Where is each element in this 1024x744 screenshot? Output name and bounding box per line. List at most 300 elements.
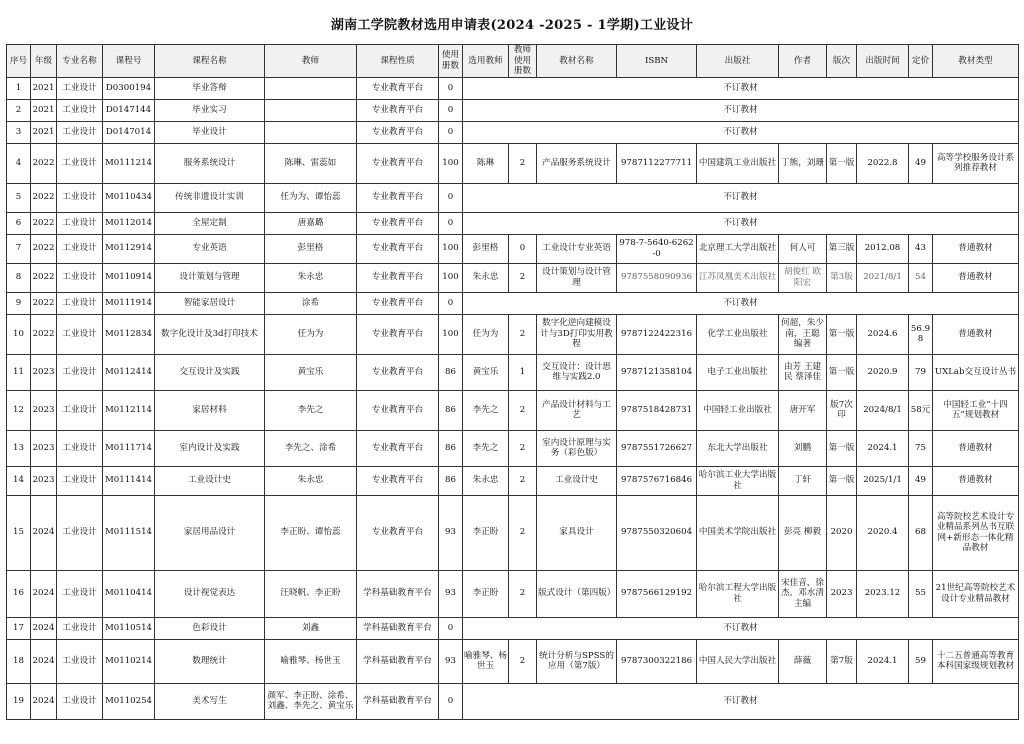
cell-author: 刘鹏: [779, 430, 827, 466]
cell-grade: 2024: [31, 683, 57, 719]
table-row: [7, 99, 1019, 121]
cell-teacher-count: 2: [509, 495, 537, 570]
cell-course-nature: 学科基础教育平台: [357, 570, 439, 617]
cell-teacher: 汪晓帆、李正盼: [265, 570, 357, 617]
table-row: [7, 121, 1019, 143]
cell-author: 丁轩: [779, 466, 827, 495]
cell-usage-count: 100: [439, 314, 463, 354]
cell-author: 宋佳音，徐杰，邓水清主编: [779, 570, 827, 617]
cell-price: 55: [909, 570, 933, 617]
cell-publisher: 电子工业出版社: [697, 354, 779, 390]
cell-course-name: 传统非遗设计实训: [155, 183, 265, 212]
cell-edition: 第一版: [827, 430, 857, 466]
cell-isbn: 9787558090936: [617, 263, 697, 292]
cell-course-name: 设计视觉表达: [155, 570, 265, 617]
cell-publish-date: 2021/8/1: [857, 263, 909, 292]
cell-edition: 第一版: [827, 466, 857, 495]
cell-major: 工业设计: [57, 314, 103, 354]
cell-grade: 2023: [31, 466, 57, 495]
cell-teacher-count: 0: [509, 234, 537, 263]
table-row: [7, 183, 1019, 212]
header-usage-count: 使用册数: [439, 45, 463, 78]
cell-price: 54: [909, 263, 933, 292]
cell-selecting-teacher: 喻雅琴、杨世玉: [463, 639, 509, 683]
header-author: 作者: [779, 45, 827, 78]
table-row: [7, 234, 1019, 263]
cell-major: 工业设计: [57, 390, 103, 430]
cell-price: 59: [909, 639, 933, 683]
cell-price: 49: [909, 143, 933, 183]
cell-teacher-count: 1: [509, 354, 537, 390]
cell-course-code: M0110434: [103, 183, 155, 212]
table-row: [7, 292, 1019, 314]
cell-grade: 2021: [31, 99, 57, 121]
cell-usage-count: 0: [439, 617, 463, 639]
cell-teacher: 喻雅琴、杨世玉: [265, 639, 357, 683]
cell-isbn: 9787576716846: [617, 466, 697, 495]
cell-isbn: 9787121358104: [617, 354, 697, 390]
cell-edition: 2023: [827, 570, 857, 617]
cell-selecting-teacher: 李先之: [463, 430, 509, 466]
cell-course-nature: 专业教育平台: [357, 77, 439, 99]
cell-course-code: D0300194: [103, 77, 155, 99]
cell-edition: 版7次印: [827, 390, 857, 430]
header-teacher: 教师: [265, 45, 357, 78]
cell-major: 工业设计: [57, 292, 103, 314]
cell-edition: 第一版: [827, 314, 857, 354]
header-selecting-teacher: 选用教师: [463, 45, 509, 78]
cell-no: 5: [7, 183, 31, 212]
cell-usage-count: 0: [439, 212, 463, 234]
cell-usage-count: 0: [439, 292, 463, 314]
cell-no: 1: [7, 77, 31, 99]
cell-publisher: 哈尔滨工业大学出版社: [697, 466, 779, 495]
cell-course-nature: 专业教育平台: [357, 495, 439, 570]
cell-course-code: M0111914: [103, 292, 155, 314]
header-teacher-count: 教师使用册数: [509, 45, 537, 78]
cell-usage-count: 0: [439, 683, 463, 719]
cell-usage-count: 100: [439, 263, 463, 292]
cell-major: 工业设计: [57, 121, 103, 143]
table-row: [7, 77, 1019, 99]
table-row: [7, 430, 1019, 466]
cell-selecting-teacher: 朱永忠: [463, 466, 509, 495]
cell-major: 工业设计: [57, 430, 103, 466]
cell-author: 薛薇: [779, 639, 827, 683]
cell-major: 工业设计: [57, 99, 103, 121]
header-no: 序号: [7, 45, 31, 78]
cell-publisher: 中国美术学院出版社: [697, 495, 779, 570]
cell-isbn: 9787518428731: [617, 390, 697, 430]
cell-course-name: 毕业设计: [155, 121, 265, 143]
cell-course-name: 数理统计: [155, 639, 265, 683]
cell-no-textbook: 不订教材: [463, 292, 1019, 314]
cell-no: 4: [7, 143, 31, 183]
cell-major: 工业设计: [57, 212, 103, 234]
table-row: [7, 466, 1019, 495]
cell-isbn: 9787550320604: [617, 495, 697, 570]
cell-teacher: 朱永忠: [265, 466, 357, 495]
cell-isbn: 9787112277711: [617, 143, 697, 183]
header-course-nature: 课程性质: [357, 45, 439, 78]
cell-book-type: 高等学校服务设计系列推荐教材: [933, 143, 1019, 183]
cell-book-type: UXLab交互设计丛书: [933, 354, 1019, 390]
cell-usage-count: 93: [439, 639, 463, 683]
cell-course-code: M0112114: [103, 390, 155, 430]
cell-course-code: M0110914: [103, 263, 155, 292]
cell-course-name: 专业英语: [155, 234, 265, 263]
cell-price: 75: [909, 430, 933, 466]
header-major: 专业名称: [57, 45, 103, 78]
cell-grade: 2023: [31, 390, 57, 430]
cell-course-code: M0112414: [103, 354, 155, 390]
cell-teacher: 李先之、涂希: [265, 430, 357, 466]
cell-teacher-count: 2: [509, 466, 537, 495]
cell-grade: 2023: [31, 354, 57, 390]
cell-book-type: 普通教材: [933, 314, 1019, 354]
cell-author: 唐开军: [779, 390, 827, 430]
cell-major: 工业设计: [57, 683, 103, 719]
cell-book-type: 普通教材: [933, 430, 1019, 466]
cell-publisher: 哈尔滨工程大学出版社: [697, 570, 779, 617]
cell-book-type: 十二五普通高等教育本科国家级规划教材: [933, 639, 1019, 683]
cell-teacher-count: 2: [509, 143, 537, 183]
cell-publisher: 化学工业出版社: [697, 314, 779, 354]
cell-course-name: 色彩设计: [155, 617, 265, 639]
cell-teacher: [265, 99, 357, 121]
cell-edition: 2020: [827, 495, 857, 570]
cell-teacher: 颜军、李正盼、涂希、刘鑫、李先之、黄宝乐: [265, 683, 357, 719]
cell-course-nature: 专业教育平台: [357, 390, 439, 430]
cell-no-textbook: 不订教材: [463, 212, 1019, 234]
cell-no-textbook: 不订教材: [463, 99, 1019, 121]
cell-grade: 2022: [31, 292, 57, 314]
cell-book-type: 普通教材: [933, 263, 1019, 292]
cell-no: 13: [7, 430, 31, 466]
cell-teacher: 朱永忠: [265, 263, 357, 292]
cell-grade: 2021: [31, 121, 57, 143]
cell-selecting-teacher: 彭里格: [463, 234, 509, 263]
cell-teacher: 彭里格: [265, 234, 357, 263]
cell-major: 工业设计: [57, 183, 103, 212]
cell-edition: 第一版: [827, 354, 857, 390]
cell-no: 3: [7, 121, 31, 143]
cell-usage-count: 86: [439, 354, 463, 390]
cell-teacher: 唐嘉璐: [265, 212, 357, 234]
cell-book-type: 高等院校艺术设计专业精品系列丛书互联网+新形态一体化精品教材: [933, 495, 1019, 570]
cell-author: 丁熊，刘珊: [779, 143, 827, 183]
cell-publisher: 中国建筑工业出版社: [697, 143, 779, 183]
cell-book-type: 21世纪高等院校艺术设计专业精品教材: [933, 570, 1019, 617]
cell-price: 58元: [909, 390, 933, 430]
cell-grade: 2022: [31, 143, 57, 183]
cell-publish-date: 2024.1: [857, 639, 909, 683]
cell-publisher: 中国轻工业出版社: [697, 390, 779, 430]
cell-usage-count: 93: [439, 570, 463, 617]
cell-teacher: 陈琳、雷蕊如: [265, 143, 357, 183]
cell-course-code: M0110254: [103, 683, 155, 719]
cell-publish-date: 2024.6: [857, 314, 909, 354]
cell-book-name: 工业设计专业英语: [537, 234, 617, 263]
header-edition: 版次: [827, 45, 857, 78]
cell-isbn: 978-7-5640-6262-0: [617, 234, 697, 263]
cell-course-name: 家居用品设计: [155, 495, 265, 570]
cell-grade: 2022: [31, 314, 57, 354]
cell-teacher: 任为为: [265, 314, 357, 354]
cell-grade: 2024: [31, 617, 57, 639]
cell-course-name: 智能家居设计: [155, 292, 265, 314]
cell-author: 何人可: [779, 234, 827, 263]
cell-major: 工业设计: [57, 77, 103, 99]
cell-publish-date: 2022.8: [857, 143, 909, 183]
cell-usage-count: 0: [439, 183, 463, 212]
cell-isbn: 9787300322186: [617, 639, 697, 683]
cell-price: 56.98: [909, 314, 933, 354]
cell-usage-count: 86: [439, 390, 463, 430]
table-row: [7, 617, 1019, 639]
cell-course-code: D0147144: [103, 99, 155, 121]
cell-isbn: 9787551726627: [617, 430, 697, 466]
cell-course-nature: 专业教育平台: [357, 430, 439, 466]
cell-course-nature: 学科基础教育平台: [357, 617, 439, 639]
cell-course-nature: 专业教育平台: [357, 121, 439, 143]
cell-teacher: 刘鑫: [265, 617, 357, 639]
cell-author: 彭亮 柳毅: [779, 495, 827, 570]
cell-book-name: 工业设计史: [537, 466, 617, 495]
cell-usage-count: 86: [439, 466, 463, 495]
cell-course-name: 毕业答辩: [155, 77, 265, 99]
table-row: [7, 683, 1019, 719]
cell-course-nature: 专业教育平台: [357, 314, 439, 354]
cell-grade: 2022: [31, 234, 57, 263]
cell-major: 工业设计: [57, 234, 103, 263]
cell-book-name: 数字化逆向建模设计与3D打印实用教程: [537, 314, 617, 354]
cell-no: 7: [7, 234, 31, 263]
cell-grade: 2024: [31, 495, 57, 570]
cell-grade: 2024: [31, 639, 57, 683]
cell-course-nature: 专业教育平台: [357, 212, 439, 234]
cell-selecting-teacher: 黄宝乐: [463, 354, 509, 390]
cell-course-code: M0111714: [103, 430, 155, 466]
cell-no: 18: [7, 639, 31, 683]
cell-teacher: 李正盼、谭怡蕊: [265, 495, 357, 570]
cell-no: 11: [7, 354, 31, 390]
cell-usage-count: 0: [439, 99, 463, 121]
table-row: [7, 212, 1019, 234]
header-row: [7, 45, 1019, 78]
cell-book-name: 统计分析与SPSS的应用（第7版）: [537, 639, 617, 683]
cell-no: 8: [7, 263, 31, 292]
cell-teacher: [265, 121, 357, 143]
cell-course-code: M0110414: [103, 570, 155, 617]
cell-course-name: 全屋定制: [155, 212, 265, 234]
cell-course-nature: 专业教育平台: [357, 466, 439, 495]
cell-course-name: 室内设计及实践: [155, 430, 265, 466]
cell-author: 由芳 王建民 蔡泽佳: [779, 354, 827, 390]
cell-usage-count: 0: [439, 121, 463, 143]
cell-major: 工业设计: [57, 354, 103, 390]
cell-course-name: 工业设计史: [155, 466, 265, 495]
cell-publisher: 北京理工大学出版社: [697, 234, 779, 263]
cell-course-name: 美术写生: [155, 683, 265, 719]
cell-author: 何超，朱少南，王聪 编著: [779, 314, 827, 354]
table-header: [7, 45, 1019, 78]
cell-edition: 第一版: [827, 143, 857, 183]
cell-isbn: 9787122422316: [617, 314, 697, 354]
cell-edition: 第3版: [827, 263, 857, 292]
cell-teacher-count: 2: [509, 430, 537, 466]
cell-course-name: 毕业实习: [155, 99, 265, 121]
cell-edition: 第三版: [827, 234, 857, 263]
cell-teacher-count: 2: [509, 314, 537, 354]
cell-isbn: 9787566129192: [617, 570, 697, 617]
cell-major: 工业设计: [57, 495, 103, 570]
cell-course-code: M0110214: [103, 639, 155, 683]
cell-selecting-teacher: 李先之: [463, 390, 509, 430]
cell-no-textbook: 不订教材: [463, 683, 1019, 719]
cell-no: 19: [7, 683, 31, 719]
cell-major: 工业设计: [57, 143, 103, 183]
cell-book-name: 版式设计（第四版）: [537, 570, 617, 617]
cell-grade: 2022: [31, 212, 57, 234]
header-isbn: ISBN: [617, 45, 697, 78]
cell-selecting-teacher: 陈琳: [463, 143, 509, 183]
cell-course-name: 服务系统设计: [155, 143, 265, 183]
cell-major: 工业设计: [57, 639, 103, 683]
cell-no-textbook: 不订教材: [463, 77, 1019, 99]
cell-course-code: M0112834: [103, 314, 155, 354]
cell-teacher: 涂希: [265, 292, 357, 314]
cell-teacher-count: 2: [509, 570, 537, 617]
cell-usage-count: 0: [439, 77, 463, 99]
cell-selecting-teacher: 李正盼: [463, 570, 509, 617]
cell-no: 2: [7, 99, 31, 121]
cell-usage-count: 93: [439, 495, 463, 570]
cell-book-type: 普通教材: [933, 234, 1019, 263]
cell-price: 49: [909, 466, 933, 495]
cell-book-name: 家具设计: [537, 495, 617, 570]
cell-publish-date: 2023.12: [857, 570, 909, 617]
cell-course-nature: 学科基础教育平台: [357, 639, 439, 683]
cell-course-nature: 专业教育平台: [357, 183, 439, 212]
cell-course-code: M0111414: [103, 466, 155, 495]
cell-course-nature: 专业教育平台: [357, 263, 439, 292]
header-book-name: 教材名称: [537, 45, 617, 78]
cell-course-name: 家居材料: [155, 390, 265, 430]
cell-no: 10: [7, 314, 31, 354]
cell-grade: 2024: [31, 570, 57, 617]
table-row: [7, 390, 1019, 430]
header-grade: 年级: [31, 45, 57, 78]
table-row: [7, 263, 1019, 292]
cell-edition: 第7版: [827, 639, 857, 683]
cell-course-nature: 专业教育平台: [357, 292, 439, 314]
table-row: [7, 495, 1019, 570]
cell-book-name: 交互设计：设计思维与实践2.0: [537, 354, 617, 390]
cell-teacher-count: 2: [509, 639, 537, 683]
cell-course-code: M0112014: [103, 212, 155, 234]
cell-grade: 2021: [31, 77, 57, 99]
header-publisher: 出版社: [697, 45, 779, 78]
cell-course-nature: 专业教育平台: [357, 354, 439, 390]
cell-course-name: 设计策划与管理: [155, 263, 265, 292]
cell-price: 79: [909, 354, 933, 390]
header-book-type: 教材类型: [933, 45, 1019, 78]
cell-course-code: M0112914: [103, 234, 155, 263]
cell-publish-date: 2020.4: [857, 495, 909, 570]
cell-publisher: 东北大学出版社: [697, 430, 779, 466]
cell-usage-count: 100: [439, 143, 463, 183]
cell-major: 工业设计: [57, 466, 103, 495]
cell-no: 14: [7, 466, 31, 495]
cell-major: 工业设计: [57, 570, 103, 617]
cell-publish-date: 2024/8/1: [857, 390, 909, 430]
cell-teacher: [265, 77, 357, 99]
header-course-code: 课程号: [103, 45, 155, 78]
cell-major: 工业设计: [57, 263, 103, 292]
cell-grade: 2022: [31, 183, 57, 212]
cell-no-textbook: 不订教材: [463, 617, 1019, 639]
cell-teacher: 李先之: [265, 390, 357, 430]
header-price: 定价: [909, 45, 933, 78]
cell-grade: 2022: [31, 263, 57, 292]
cell-no: 16: [7, 570, 31, 617]
table-row: [7, 314, 1019, 354]
cell-no: 6: [7, 212, 31, 234]
cell-publisher: 江苏凤凰美术出版社: [697, 263, 779, 292]
cell-no: 15: [7, 495, 31, 570]
cell-publish-date: 2020.9: [857, 354, 909, 390]
cell-no-textbook: 不订教材: [463, 121, 1019, 143]
table-row: [7, 639, 1019, 683]
cell-course-nature: 专业教育平台: [357, 234, 439, 263]
cell-course-nature: 专业教育平台: [357, 143, 439, 183]
cell-publish-date: 2024.1: [857, 430, 909, 466]
cell-major: 工业设计: [57, 617, 103, 639]
cell-course-nature: 学科基础教育平台: [357, 683, 439, 719]
textbook-table: [6, 44, 1019, 720]
cell-book-name: 室内设计原理与实务（彩色版）: [537, 430, 617, 466]
cell-book-type: 普通教材: [933, 466, 1019, 495]
cell-selecting-teacher: 任为为: [463, 314, 509, 354]
table-row: [7, 143, 1019, 183]
cell-course-code: M0111214: [103, 143, 155, 183]
cell-selecting-teacher: 李正盼: [463, 495, 509, 570]
cell-teacher: 黄宝乐: [265, 354, 357, 390]
cell-no-textbook: 不订教材: [463, 183, 1019, 212]
cell-author: 胡俊红 欧阳宏: [779, 263, 827, 292]
cell-course-name: 数字化设计及3d打印技术: [155, 314, 265, 354]
cell-price: 43: [909, 234, 933, 263]
table-row: [7, 570, 1019, 617]
cell-usage-count: 86: [439, 430, 463, 466]
cell-no: 12: [7, 390, 31, 430]
cell-publish-date: 2012.08: [857, 234, 909, 263]
cell-course-code: M0111514: [103, 495, 155, 570]
cell-book-name: 产品设计材料与工艺: [537, 390, 617, 430]
cell-teacher-count: 2: [509, 263, 537, 292]
cell-book-name: 设计策划与设计管理: [537, 263, 617, 292]
cell-course-code: D0147014: [103, 121, 155, 143]
cell-publisher: 中国人民大学出版社: [697, 639, 779, 683]
cell-selecting-teacher: 朱永忠: [463, 263, 509, 292]
cell-course-nature: 专业教育平台: [357, 99, 439, 121]
table-body: [7, 77, 1019, 719]
table-row: [7, 354, 1019, 390]
cell-grade: 2023: [31, 430, 57, 466]
cell-price: 68: [909, 495, 933, 570]
cell-teacher-count: 2: [509, 390, 537, 430]
